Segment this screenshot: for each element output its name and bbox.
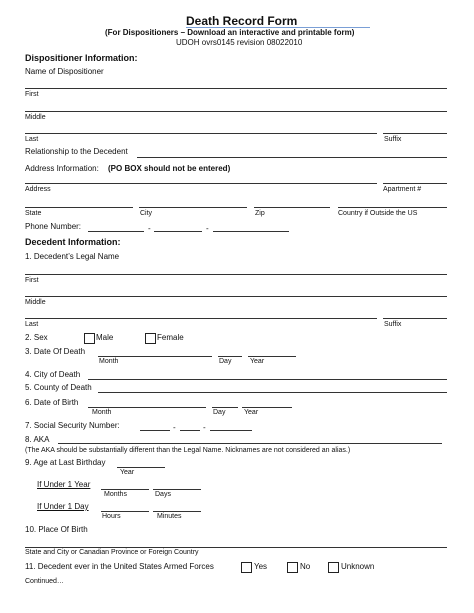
age-hours-field[interactable] [101,511,149,512]
dispositioner-suffix-field[interactable] [383,133,447,134]
address-label: Address [25,186,51,193]
age-days-field[interactable] [153,489,201,490]
death-day-label: Day [219,358,232,365]
state-label: State [25,210,42,217]
ssn-part2-field[interactable] [180,430,200,431]
decedent-suffix-field[interactable] [383,318,447,319]
armed-forces-no-label: No [300,562,311,571]
birth-month-label: Month [92,409,112,416]
country-field[interactable] [338,207,447,208]
phone-prefix-field[interactable] [154,231,202,232]
age-minutes-field[interactable] [153,511,201,512]
death-year-field[interactable] [248,356,296,357]
phone-dash-1: - [148,224,151,233]
age-months-field[interactable] [101,489,149,490]
relationship-field[interactable] [137,157,447,158]
death-day-field[interactable] [218,356,242,357]
aka-note: (The AKA should be substantially different than the Legal Name. Nicknames are not considered an alias.) [25,447,351,454]
female-label: Female [157,333,184,342]
decedent-heading: Decedent Information: [25,237,121,247]
dispositioner-suffix-label: Suffix [384,136,402,143]
county-of-death-field[interactable] [98,392,447,393]
q7-ssn-label: 7. Social Security Number: [25,421,120,430]
armed-forces-yes-label: Yes [254,562,268,571]
dispositioner-first-label: First [25,91,39,98]
dispositioner-last-label: Last [25,136,39,143]
form-revision: UDOH ovrs0145 revision 08022010 [176,38,303,47]
phone-area-field[interactable] [88,231,144,232]
female-checkbox[interactable] [145,333,156,344]
ssn-dash-1: - [173,423,176,432]
dispositioner-middle-label: Middle [25,114,46,121]
continued-note: Continued… [25,578,64,585]
under-1-day-label: If Under 1 Day [37,502,89,511]
decedent-middle-label: Middle [25,299,46,306]
city-of-death-field[interactable] [88,379,447,380]
city-label: City [140,210,153,217]
birth-year-label: Year [244,409,259,416]
q10-place-of-birth-label: 10. Place Of Birth [25,525,88,534]
country-label: Country if Outside the US [338,210,418,217]
birth-day-label: Day [213,409,226,416]
apartment-field[interactable] [383,183,447,184]
armed-forces-no-checkbox[interactable] [287,562,298,573]
death-month-field[interactable] [98,356,212,357]
birth-year-field[interactable] [242,407,292,408]
zip-field[interactable] [254,207,330,208]
birth-day-field[interactable] [212,407,238,408]
decedent-middle-field[interactable] [25,296,447,297]
dispositioner-last-field[interactable] [25,133,377,134]
dispositioner-middle-field[interactable] [25,111,447,112]
q2-sex-label: 2. Sex [25,333,48,342]
form-title: Death Record Form [186,14,298,28]
address-note: (PO BOX should not be entered) [108,164,231,173]
city-field[interactable] [139,207,247,208]
zip-label: Zip [255,210,265,217]
ssn-part1-field[interactable] [140,430,170,431]
phone-label: Phone Number: [25,222,82,231]
armed-forces-yes-checkbox[interactable] [241,562,252,573]
apartment-label: Apartment # [383,186,422,193]
aka-field[interactable] [58,443,442,444]
q1-legal-name-label: 1. Decedent’s Legal Name [25,252,120,261]
place-of-birth-hint: State and City or Canadian Province or Foreign Country [25,549,199,556]
ssn-part3-field[interactable] [210,430,252,431]
q3-date-of-death-label: 3. Date Of Death [25,347,86,356]
birth-month-field[interactable] [88,407,206,408]
minutes-label: Minutes [157,513,182,520]
under-1-year-label: If Under 1 Year [37,480,91,489]
age-year-label: Year [120,469,135,476]
dispositioner-heading: Dispositioner Information: [25,53,138,63]
state-field[interactable] [25,207,133,208]
months-label: Months [104,491,127,498]
death-month-label: Month [99,358,119,365]
decedent-last-field[interactable] [25,318,377,319]
decedent-first-label: First [25,277,39,284]
age-years-field[interactable] [117,467,165,468]
q6-date-of-birth-label: 6. Date of Birth [25,398,79,407]
days-label: Days [155,491,171,498]
q11-armed-forces-label: 11. Decedent ever in the United States Armed Forces [25,562,214,571]
phone-line-field[interactable] [213,231,289,232]
q8-aka-label: 8. AKA [25,435,50,444]
dispositioner-first-field[interactable] [25,88,447,89]
armed-forces-unknown-label: Unknown [341,562,375,571]
phone-dash-2: - [206,224,209,233]
relationship-label: Relationship to the Decedent [25,147,128,156]
form-subtitle: (For Dispositioners – Download an interactive and printable form) [105,28,355,37]
q5-county-of-death-label: 5. County of Death [25,383,92,392]
q4-city-of-death-label: 4. City of Death [25,370,81,379]
dispositioner-name-label: Name of Dispositioner [25,67,104,76]
decedent-first-field[interactable] [25,274,447,275]
death-year-label: Year [250,358,265,365]
address-info-label: Address Information: [25,164,99,173]
address-field[interactable] [25,183,377,184]
q9-age-label: 9. Age at Last Birthday [25,458,106,467]
decedent-last-label: Last [25,321,39,328]
male-checkbox[interactable] [84,333,95,344]
ssn-dash-2: - [203,423,206,432]
armed-forces-unknown-checkbox[interactable] [328,562,339,573]
male-label: Male [96,333,114,342]
decedent-suffix-label: Suffix [384,321,402,328]
place-of-birth-field[interactable] [25,547,447,548]
hours-label: Hours [102,513,121,520]
